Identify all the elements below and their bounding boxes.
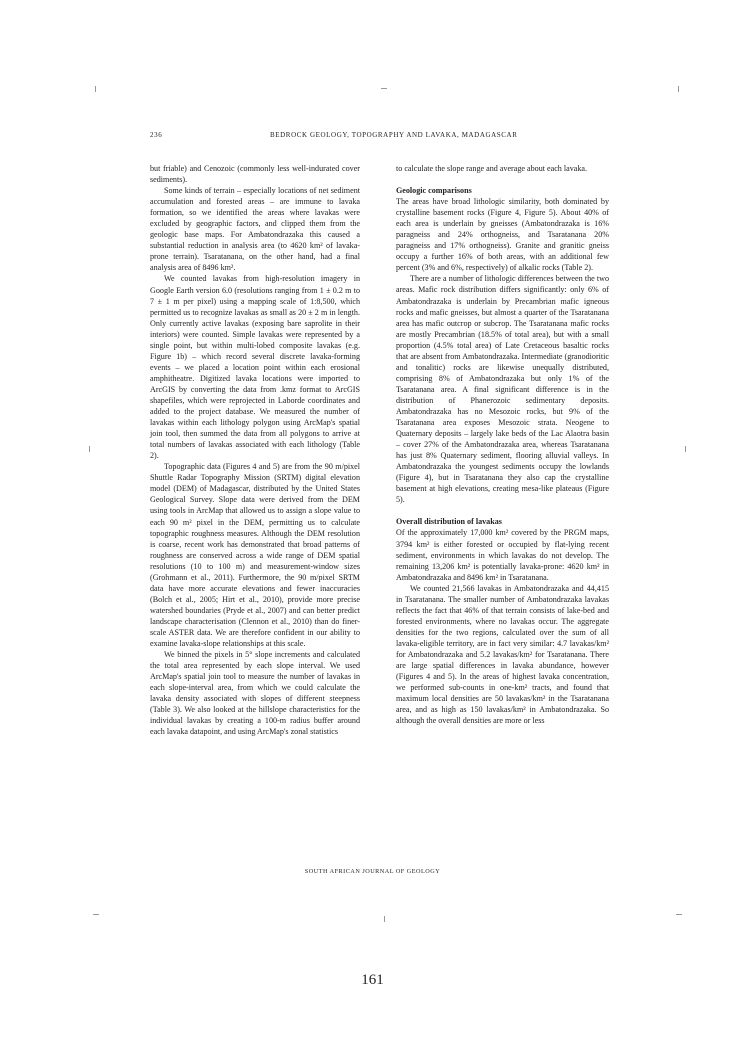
running-title: BEDROCK GEOLOGY, TOPOGRAPHY AND LAVAKA, MADAGASCAR xyxy=(270,131,518,139)
crop-mark-bottom-right xyxy=(676,912,682,918)
crop-mark-top-center xyxy=(381,86,387,92)
sheet-number: 161 xyxy=(361,972,384,988)
crop-mark-bottom-center xyxy=(382,916,388,922)
crop-mark-mid-left xyxy=(87,446,93,452)
crop-mark-top-right xyxy=(676,86,682,92)
paragraph: We binned the pixels in 5° slope increments and calculated the total area represented by each slope interval. We used ArcMap's spatial join tool to measure the number of lavakas in each slope-interval area, from which we could calculate the lavaka density associated with slopes of different steepness (Table 3). We also looked at the hillslope characteristics for the individual lavakas by creating a 100-m radius buffer around each lavaka datapoint, and using ArcMap's zonal statistics xyxy=(150,650,360,737)
right-column xyxy=(396,163,609,726)
paragraph: to calculate the slope range and average about each lavaka. xyxy=(396,164,588,173)
crop-mark-bottom-left xyxy=(93,912,99,918)
section-heading-overall-distribution: Overall distribution of lavakas xyxy=(396,517,502,527)
journal-footer: SOUTH AFRICAN JOURNAL OF GEOLOGY xyxy=(304,868,441,875)
paragraph: Of the approximately 17,000 km² covered by the PRGM maps, 3794 km² is either forested or occupied by flat-lying recent sediment, environments in which lavakas do not develop. The remaining 13,206 km² is potentially lavaka-prone: 4620 km² in Ambatondrazaka and 8496 km² in Tsaratanana. xyxy=(396,528,609,582)
paragraph: There are a number of lithologic differences between the two areas. Mafic rock distribution differs significantly: only 6% of Ambatondrazaka is underlain by Precambrian mafic igneous rocks and mafic gneisses, but almost a quarter of the Tsaratanana area has mafic outcrop or subcrop. The Tsaratanana mafic rocks are mostly Precambrian (18.5% of total area), but with a small proportion (4.5% total area) of Late Cretaceous basaltic rocks that are absent from Ambatondrazaka. Intermediate (granodioritic and tonalitic) rocks are likewise unequally distributed, comprising 8% of Ambatondrazaka but only 1% of the Tsaratanana area. A final significant difference is in the distribution of Phanerozoic sedimentary deposits. Ambatondrazaka has no Mesozoic rocks, but 9% of the Tsaratanana area exposes Mesozoic strata. Neogene to Quaternary deposits – largely lake beds of the Lac Alaotra basin – cover 27% of the Ambatondrazaka area, whereas Tsaratanana has just 8% Quaternary sediment, flooring alluvial valleys. In Ambatondrazaka the youngest sediments occupy the lowlands (Figure 4), but in Tsaratanana they also cap the crystalline basement at high elevations, creating mesa-like plateaus (Figure 5). xyxy=(396,274,609,505)
crop-mark-top-left xyxy=(93,86,99,92)
left-column xyxy=(150,163,360,737)
running-head xyxy=(150,131,610,143)
section-heading-geologic-comparisons: Geologic comparisons xyxy=(396,186,472,196)
paragraph: We counted 21,566 lavakas in Ambatondrazaka and 44,415 in Tsaratanana. The smaller number of Ambatondrazaka lavakas reflects the fact that 46% of that terrain consists of lake-bed and forested environments, where no lavakas occur. The aggregate densities for the two regions, calculated over the sum of all lavaka-eligible territory, are in fact very similar: 4.7 lavakas/km² for Ambatondrazaka and 5.2 lavakas/km² for Tsaratanana. There are large spatial differences in lavaka abundance, however (Figures 4 and 5). In the areas of highest lavaka concentration, we performed sub-counts in one-km² tracts, and found that maximum local densities are 50 lavakas/km² in the Tsaratanana area, and as high as 150 lavakas/km² in Ambatondrazaka. So although the overall densities are more or less xyxy=(396,583,609,726)
paragraph: We counted lavakas from high-resolution imagery in Google Earth version 6.0 (resolutions ranging from 1 ± 0.2 m to 7 ± 1 m per pixel) using a mapping scale of 1:8,500, which permitted us to recognize lavakas as small as 20 ± 2 m in length. Only currently active lavakas (exposing bare saprolite in their interiors) were counted. Simple lavakas were represented by a single point, but within multi-lobed composite lavakas (e.g. Figure 1b) – which record several discrete lavaka-forming events – we placed a location point within each erosional amphitheatre. Digitized lavaka locations were imported to ArcGIS by converting the data from .kmz format to ArcGIS shapefiles, which were reprojected in Laborde coordinates and added to the project database. We measured the number of lavakas within each lithology polygon using ArcMap's spatial join tool, then summed the data from all polygons to arrive at total numbers of lavakas associated with each lithology (Table 2). xyxy=(150,274,360,461)
paragraph: The areas have broad lithologic similarity, both dominated by crystalline basement rocks (Figure 4, Figure 5). About 40% of each area is underlain by gneisses (Ambatondrazaka is 16% paragneiss and 24% orthogneiss, and Tsaratanana 20% paragneiss and 17% orthogneiss). Granite and granitic gneiss occupy a further 16% of both areas, with an additional few percent (3% and 6%, respectively) of alkalic rocks (Table 2). xyxy=(396,197,609,273)
page-number: 236 xyxy=(150,131,163,139)
crop-mark-mid-right xyxy=(683,446,689,452)
paragraph: Some kinds of terrain – especially locations of net sediment accumulation and forested areas – are immune to lavaka formation, so we identified the areas where lavakas were excluded by geographic factors, and clipped them from the geologic base maps. For Ambatondrazaka this caused a substantial reduction in analysis area (to 4620 km² of lavaka-prone terrain). Tsaratanana, on the other hand, had a final analysis area of 8496 km². xyxy=(150,186,360,273)
paragraph: but friable) and Cenozoic (commonly less well-indurated cover sediments). xyxy=(150,164,360,185)
paragraph: Topographic data (Figures 4 and 5) are from the 90 m/pixel Shuttle Radar Topography Mission (SRTM) digital elevation model (DEM) of Madagascar, distributed by the United States Geological Survey. Slope data were derived from the DEM using tools in ArcMap that allowed us to assign a slope value to each 90 m² pixel in the DEM, permitting us to calculate topographic roughness measures. Although the DEM resolution is coarse, recent work has demonstrated that broad patterns of roughness are conserved across a wide range of DEM spatial resolutions (10 to 100 m) and measurement-window sizes (Grohmann et al., 2011). Furthermore, the 90 m/pixel SRTM data have more accurate elevations and fewer inaccuracies (Bolch et al., 2005; Hirt et al., 2010), provide more precise watershed boundaries (Pryde et al., 2007) and can better predict landscape characterisation (Clennon et al., 2010) than do finer-scale ASTER data. We are therefore confident in our ability to examine lavaka-slope relationships at this scale. xyxy=(150,462,360,649)
